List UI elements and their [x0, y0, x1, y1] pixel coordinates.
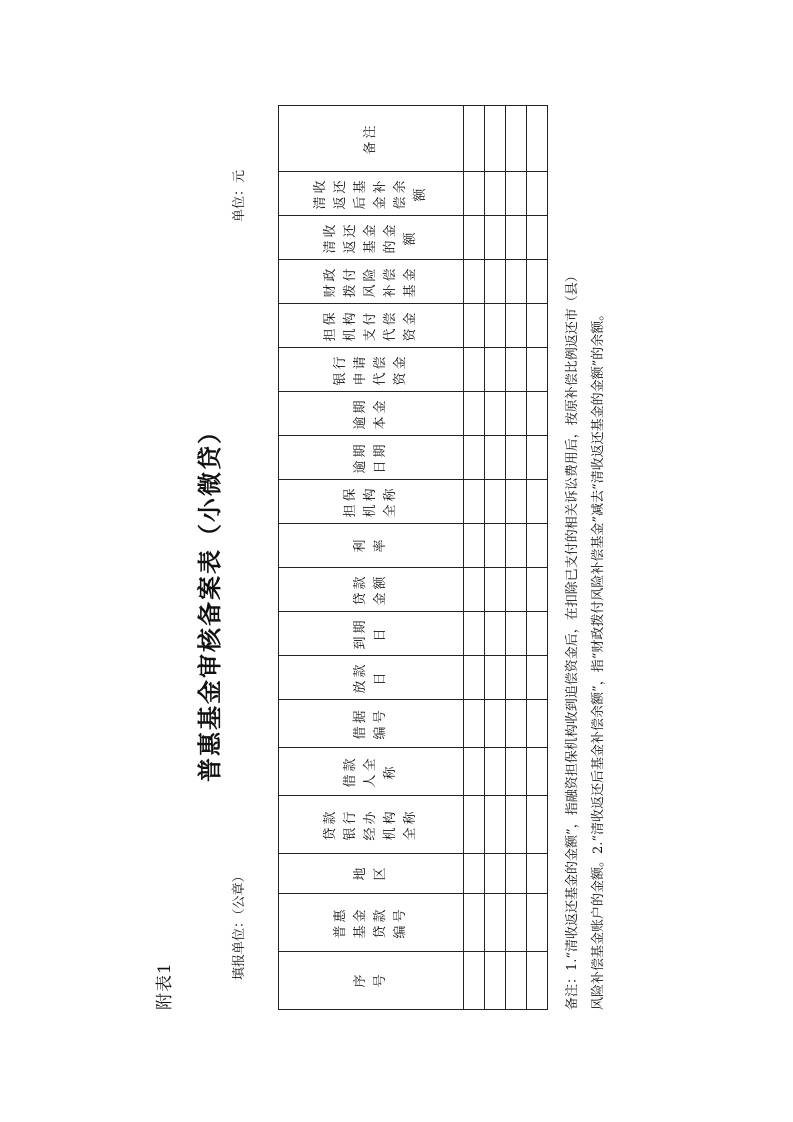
- col-header-disbursement-date: 放款日: [279, 656, 464, 700]
- col-header-guarantor: 担保机构全称: [279, 480, 464, 524]
- table-row: [464, 106, 485, 1010]
- table-row: [506, 106, 527, 1010]
- col-header-guarantor-paid: 担保机构支付代偿资金: [279, 304, 464, 348]
- col-header-bank-branch: 贷款银行经办机构全称: [279, 796, 464, 854]
- col-header-balance-after-recovery: 清收返还后基金补偿余额: [279, 172, 464, 216]
- col-header-seq: 序号: [279, 952, 464, 1010]
- form-title: 普惠基金审核备案表（小微贷）: [195, 418, 224, 782]
- filler-unit-label: 填报单位：（公章）: [232, 869, 247, 980]
- col-header-borrower: 借款人全称: [279, 748, 464, 796]
- col-header-bank-claim: 银行申请代偿资金: [279, 348, 464, 392]
- col-header-interest-rate: 利率: [279, 524, 464, 568]
- col-header-overdue-date: 逾期日期: [279, 436, 464, 480]
- col-header-maturity-date: 到期日: [279, 612, 464, 656]
- footnotes: [560, 150, 612, 1010]
- col-header-remarks: 备注: [279, 106, 464, 172]
- rotated-form-sheet: [120, 122, 680, 1050]
- col-header-iou-number: 借据编号: [279, 700, 464, 748]
- table-row: [527, 106, 548, 1010]
- annex-label: 附表1: [155, 962, 175, 1010]
- col-header-overdue-principal: 逾期本金: [279, 392, 464, 436]
- footnote-line-1: 备注：1.“清收返还基金的金额”，指融资担保机构收到追偿资金后，在扣除已支付的相关诉讼费用后，按原补偿比例返还市（县）: [565, 269, 580, 1010]
- footnote-line-2: 风险补偿基金账户的金额。2.“清收返还后基金补偿余额”，指“财政拨付风险补偿基金”减去“清收返还基金的金额”的余额。: [591, 307, 606, 1010]
- col-header-fiscal-fund: 财政拨付风险补偿基金: [279, 260, 464, 304]
- col-header-region: 地区: [279, 854, 464, 894]
- audit-filing-table: [278, 105, 548, 1010]
- currency-unit-label: 单位：元: [232, 170, 247, 223]
- col-header-loan-number: 普惠基金贷款编号: [279, 894, 464, 952]
- col-header-recovery-amount: 清收返还基金的金额: [279, 216, 464, 260]
- table-header-row: [279, 106, 464, 1010]
- table-row: [485, 106, 506, 1010]
- col-header-loan-amount: 贷款金额: [279, 568, 464, 612]
